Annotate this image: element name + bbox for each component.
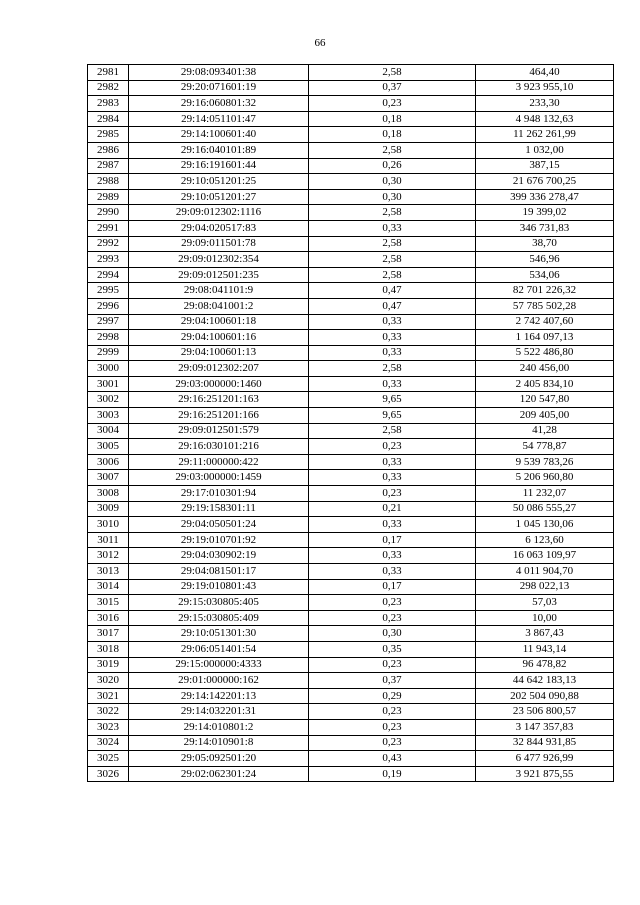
table-row (88, 704, 614, 720)
row-number-cell: 2985 (88, 127, 129, 143)
cadastral-number-cell: 29:15:000000:4333 (129, 657, 309, 673)
value-cell: 54 778,87 (476, 439, 614, 455)
cadastral-number-cell: 29:08:041001:2 (129, 298, 309, 314)
cadastral-number-cell: 29:10:051201:27 (129, 189, 309, 205)
rate-cell: 0,33 (309, 376, 476, 392)
table-row (88, 657, 614, 673)
value-cell: 32 844 931,85 (476, 735, 614, 751)
page-number: 66 (314, 37, 326, 49)
row-number-cell: 3008 (88, 486, 129, 502)
row-number-cell: 3019 (88, 657, 129, 673)
value-cell: 240 456,00 (476, 361, 614, 377)
table-row (88, 96, 614, 112)
table-row (88, 142, 614, 158)
row-number-cell: 2986 (88, 142, 129, 158)
table-row (88, 408, 614, 424)
row-number-cell: 2999 (88, 345, 129, 361)
rate-cell: 2,58 (309, 267, 476, 283)
value-cell: 41,28 (476, 423, 614, 439)
value-cell: 464,40 (476, 65, 614, 81)
table-row (88, 735, 614, 751)
row-number-cell: 2981 (88, 65, 129, 81)
cadastral-number-cell: 29:03:000000:1460 (129, 376, 309, 392)
rate-cell: 0,18 (309, 111, 476, 127)
cadastral-number-cell: 29:04:100601:16 (129, 330, 309, 346)
cadastral-number-cell: 29:03:000000:1459 (129, 470, 309, 486)
rate-cell: 0,43 (309, 751, 476, 767)
rate-cell: 0,37 (309, 80, 476, 96)
cadastral-number-cell: 29:04:020517:83 (129, 220, 309, 236)
table-row (88, 283, 614, 299)
row-number-cell: 3009 (88, 501, 129, 517)
value-cell: 2 405 834,10 (476, 376, 614, 392)
value-cell: 546,96 (476, 252, 614, 268)
value-cell: 120 547,80 (476, 392, 614, 408)
value-cell: 16 063 109,97 (476, 548, 614, 564)
rate-cell: 0,17 (309, 532, 476, 548)
row-number-cell: 3012 (88, 548, 129, 564)
value-cell: 4 011 904,70 (476, 564, 614, 580)
rate-cell: 0,23 (309, 657, 476, 673)
cadastral-number-cell: 29:19:158301:11 (129, 501, 309, 517)
table-row (88, 314, 614, 330)
rate-cell: 9,65 (309, 408, 476, 424)
row-number-cell: 2996 (88, 298, 129, 314)
rate-cell: 0,33 (309, 548, 476, 564)
rate-cell: 0,30 (309, 189, 476, 205)
value-cell: 3 867,43 (476, 626, 614, 642)
cadastral-number-cell: 29:16:040101:89 (129, 142, 309, 158)
cadastral-number-cell: 29:09:012302:1116 (129, 205, 309, 221)
rate-cell: 0,37 (309, 673, 476, 689)
value-cell: 21 676 700,25 (476, 174, 614, 190)
cadastral-number-cell: 29:20:071601:19 (129, 80, 309, 96)
table-row (88, 439, 614, 455)
rate-cell: 0,23 (309, 704, 476, 720)
table-row (88, 595, 614, 611)
table-row (88, 532, 614, 548)
cadastral-number-cell: 29:16:251201:166 (129, 408, 309, 424)
row-number-cell: 3001 (88, 376, 129, 392)
cadastral-number-cell: 29:10:051301:30 (129, 626, 309, 642)
table-row (88, 127, 614, 143)
cadastral-number-cell: 29:16:030101:216 (129, 439, 309, 455)
table-row (88, 252, 614, 268)
table-row (88, 486, 614, 502)
row-number-cell: 3024 (88, 735, 129, 751)
table-row (88, 65, 614, 81)
row-number-cell: 3016 (88, 610, 129, 626)
rate-cell: 0,19 (309, 766, 476, 782)
value-cell: 11 943,14 (476, 641, 614, 657)
rate-cell: 0,18 (309, 127, 476, 143)
table-row (88, 766, 614, 782)
value-cell: 82 701 226,32 (476, 283, 614, 299)
rate-cell: 0,30 (309, 174, 476, 190)
row-number-cell: 3013 (88, 564, 129, 580)
value-cell: 209 405,00 (476, 408, 614, 424)
cadastral-number-cell: 29:14:142201:13 (129, 688, 309, 704)
value-cell: 298 022,13 (476, 579, 614, 595)
value-cell: 11 262 261,99 (476, 127, 614, 143)
row-number-cell: 2994 (88, 267, 129, 283)
rate-cell: 2,58 (309, 361, 476, 377)
table-row (88, 751, 614, 767)
cadastral-number-cell: 29:09:011501:78 (129, 236, 309, 252)
rate-cell: 0,29 (309, 688, 476, 704)
value-cell: 534,06 (476, 267, 614, 283)
registry-table-body (88, 65, 614, 782)
table-row (88, 470, 614, 486)
table-row (88, 501, 614, 517)
row-number-cell: 3015 (88, 595, 129, 611)
rate-cell: 0,23 (309, 735, 476, 751)
table-row (88, 376, 614, 392)
table-row (88, 392, 614, 408)
rate-cell: 0,33 (309, 517, 476, 533)
table-row (88, 330, 614, 346)
row-number-cell: 2997 (88, 314, 129, 330)
value-cell: 50 086 555,27 (476, 501, 614, 517)
row-number-cell: 2990 (88, 205, 129, 221)
value-cell: 23 506 800,57 (476, 704, 614, 720)
row-number-cell: 2984 (88, 111, 129, 127)
table-row (88, 688, 614, 704)
rate-cell: 2,58 (309, 205, 476, 221)
table-row (88, 610, 614, 626)
value-cell: 96 478,82 (476, 657, 614, 673)
row-number-cell: 3020 (88, 673, 129, 689)
cadastral-number-cell: 29:10:051201:25 (129, 174, 309, 190)
row-number-cell: 2993 (88, 252, 129, 268)
value-cell: 202 504 090,88 (476, 688, 614, 704)
cadastral-number-cell: 29:09:012302:207 (129, 361, 309, 377)
table-row (88, 361, 614, 377)
value-cell: 44 642 183,13 (476, 673, 614, 689)
row-number-cell: 2991 (88, 220, 129, 236)
cadastral-number-cell: 29:17:010301:94 (129, 486, 309, 502)
value-cell: 1 164 097,13 (476, 330, 614, 346)
value-cell: 38,70 (476, 236, 614, 252)
value-cell: 2 742 407,60 (476, 314, 614, 330)
cadastral-number-cell: 29:14:051101:47 (129, 111, 309, 127)
value-cell: 233,30 (476, 96, 614, 112)
table-row (88, 189, 614, 205)
row-number-cell: 3026 (88, 766, 129, 782)
cadastral-number-cell: 29:16:191601:44 (129, 158, 309, 174)
cadastral-number-cell: 29:09:012501:235 (129, 267, 309, 283)
cadastral-number-cell: 29:06:051401:54 (129, 641, 309, 657)
row-number-cell: 3004 (88, 423, 129, 439)
value-cell: 19 399,02 (476, 205, 614, 221)
value-cell: 1 032,00 (476, 142, 614, 158)
table-row (88, 564, 614, 580)
cadastral-number-cell: 29:16:060801:32 (129, 96, 309, 112)
cadastral-number-cell: 29:15:030805:409 (129, 610, 309, 626)
rate-cell: 0,47 (309, 298, 476, 314)
table-row (88, 111, 614, 127)
value-cell: 3 921 875,55 (476, 766, 614, 782)
value-cell: 9 539 783,26 (476, 454, 614, 470)
rate-cell: 2,58 (309, 252, 476, 268)
table-row (88, 80, 614, 96)
row-number-cell: 3006 (88, 454, 129, 470)
row-number-cell: 2988 (88, 174, 129, 190)
cadastral-number-cell: 29:11:000000:422 (129, 454, 309, 470)
rate-cell: 0,33 (309, 345, 476, 361)
cadastral-number-cell: 29:14:032201:31 (129, 704, 309, 720)
row-number-cell: 2989 (88, 189, 129, 205)
rate-cell: 0,23 (309, 439, 476, 455)
cadastral-number-cell: 29:16:251201:163 (129, 392, 309, 408)
row-number-cell: 3022 (88, 704, 129, 720)
row-number-cell: 2998 (88, 330, 129, 346)
rate-cell: 0,23 (309, 610, 476, 626)
value-cell: 4 948 132,63 (476, 111, 614, 127)
rate-cell: 0,23 (309, 595, 476, 611)
cadastral-number-cell: 29:08:041101:9 (129, 283, 309, 299)
row-number-cell: 3007 (88, 470, 129, 486)
rate-cell: 0,21 (309, 501, 476, 517)
rate-cell: 0,26 (309, 158, 476, 174)
row-number-cell: 3017 (88, 626, 129, 642)
value-cell: 387,15 (476, 158, 614, 174)
row-number-cell: 3025 (88, 751, 129, 767)
row-number-cell: 2995 (88, 283, 129, 299)
cadastral-number-cell: 29:08:093401:38 (129, 65, 309, 81)
row-number-cell: 2992 (88, 236, 129, 252)
rate-cell: 0,17 (309, 579, 476, 595)
table-row (88, 423, 614, 439)
cadastral-number-cell: 29:04:100601:13 (129, 345, 309, 361)
row-number-cell: 3021 (88, 688, 129, 704)
row-number-cell: 3010 (88, 517, 129, 533)
value-cell: 399 336 278,47 (476, 189, 614, 205)
cadastral-number-cell: 29:19:010701:92 (129, 532, 309, 548)
rate-cell: 0,33 (309, 314, 476, 330)
row-number-cell: 2983 (88, 96, 129, 112)
table-row (88, 345, 614, 361)
rate-cell: 0,35 (309, 641, 476, 657)
rate-cell: 0,23 (309, 486, 476, 502)
table-row (88, 205, 614, 221)
table-row (88, 158, 614, 174)
table-row (88, 517, 614, 533)
table-row (88, 454, 614, 470)
table-row (88, 719, 614, 735)
rate-cell: 0,30 (309, 626, 476, 642)
cadastral-number-cell: 29:04:081501:17 (129, 564, 309, 580)
value-cell: 346 731,83 (476, 220, 614, 236)
cadastral-number-cell: 29:04:030902:19 (129, 548, 309, 564)
value-cell: 57 785 502,28 (476, 298, 614, 314)
registry-table (87, 64, 614, 782)
row-number-cell: 3002 (88, 392, 129, 408)
value-cell: 1 045 130,06 (476, 517, 614, 533)
table-row (88, 174, 614, 190)
rate-cell: 0,47 (309, 283, 476, 299)
rate-cell: 0,23 (309, 96, 476, 112)
rate-cell: 0,33 (309, 220, 476, 236)
cadastral-number-cell: 29:04:100601:18 (129, 314, 309, 330)
value-cell: 5 522 486,80 (476, 345, 614, 361)
cadastral-number-cell: 29:05:092501:20 (129, 751, 309, 767)
value-cell: 10,00 (476, 610, 614, 626)
cadastral-number-cell: 29:09:012302:354 (129, 252, 309, 268)
rate-cell: 2,58 (309, 142, 476, 158)
table-row (88, 298, 614, 314)
row-number-cell: 3023 (88, 719, 129, 735)
value-cell: 5 206 960,80 (476, 470, 614, 486)
value-cell: 6 477 926,99 (476, 751, 614, 767)
cadastral-number-cell: 29:14:010801:2 (129, 719, 309, 735)
cadastral-number-cell: 29:04:050501:24 (129, 517, 309, 533)
rate-cell: 0,23 (309, 719, 476, 735)
row-number-cell: 2987 (88, 158, 129, 174)
rate-cell: 2,58 (309, 423, 476, 439)
cadastral-number-cell: 29:14:100601:40 (129, 127, 309, 143)
cadastral-number-cell: 29:09:012501:579 (129, 423, 309, 439)
table-row (88, 236, 614, 252)
table-row (88, 220, 614, 236)
value-cell: 57,03 (476, 595, 614, 611)
rate-cell: 0,33 (309, 564, 476, 580)
rate-cell: 0,33 (309, 330, 476, 346)
row-number-cell: 3011 (88, 532, 129, 548)
table-row (88, 579, 614, 595)
rate-cell: 2,58 (309, 236, 476, 252)
table-row (88, 548, 614, 564)
cadastral-number-cell: 29:15:030805:405 (129, 595, 309, 611)
row-number-cell: 3000 (88, 361, 129, 377)
table-row (88, 641, 614, 657)
value-cell: 11 232,07 (476, 486, 614, 502)
value-cell: 3 923 955,10 (476, 80, 614, 96)
table-row (88, 673, 614, 689)
row-number-cell: 2982 (88, 80, 129, 96)
table-row (88, 267, 614, 283)
cadastral-number-cell: 29:14:010901:8 (129, 735, 309, 751)
cadastral-number-cell: 29:02:062301:24 (129, 766, 309, 782)
value-cell: 6 123,60 (476, 532, 614, 548)
rate-cell: 2,58 (309, 65, 476, 81)
rate-cell: 0,33 (309, 470, 476, 486)
row-number-cell: 3014 (88, 579, 129, 595)
rate-cell: 0,33 (309, 454, 476, 470)
rate-cell: 9,65 (309, 392, 476, 408)
cadastral-number-cell: 29:01:000000:162 (129, 673, 309, 689)
row-number-cell: 3018 (88, 641, 129, 657)
row-number-cell: 3005 (88, 439, 129, 455)
value-cell: 3 147 357,83 (476, 719, 614, 735)
table-row (88, 626, 614, 642)
row-number-cell: 3003 (88, 408, 129, 424)
cadastral-number-cell: 29:19:010801:43 (129, 579, 309, 595)
